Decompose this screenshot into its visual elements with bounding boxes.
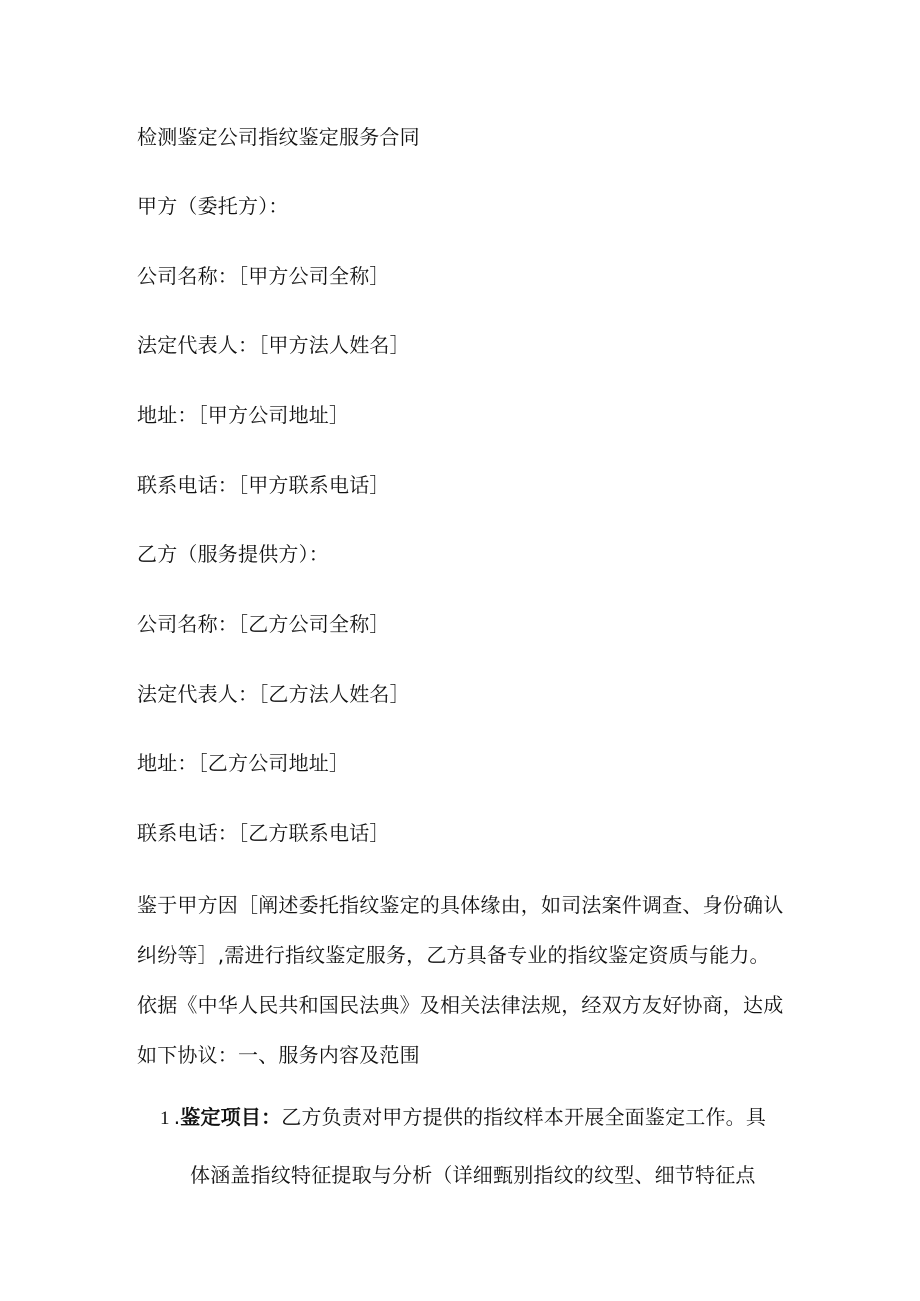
party-a-legal-rep: 法定代表人：［甲方法人姓名］ bbox=[137, 333, 410, 357]
list-item bbox=[160, 1089, 800, 1203]
party-b-company: 公司名称：［乙方公司全称］ bbox=[137, 612, 390, 636]
list-item-text: 乙方负责对甲方提供的指纹样本开展全面鉴定工作。具 bbox=[281, 1105, 767, 1129]
preamble-line: 如下协议：一、服务内容及范围 bbox=[137, 1043, 420, 1067]
party-a-heading: 甲方（委托方）： bbox=[137, 194, 289, 218]
list-item-marker: . bbox=[173, 1105, 181, 1129]
party-b-phone: 联系电话：［乙方联系电话］ bbox=[137, 821, 390, 845]
preamble-paragraph bbox=[137, 880, 787, 1080]
preamble-line: 纠纷等］,需进行指纹鉴定服务，乙方具备专业的指纹鉴定资质与能力。 bbox=[137, 943, 770, 967]
party-a-phone: 联系电话：［甲方联系电话］ bbox=[137, 473, 390, 497]
list-item-continuation: 体涵盖指纹特征提取与分析（详细甄别指纹的纹型、细节特征点 bbox=[190, 1163, 756, 1187]
party-b-heading: 乙方（服务提供方）： bbox=[137, 542, 329, 566]
preamble-line: 依据《中华人民共和国民法典》及相关法律法规，经双方友好协商，达成 bbox=[137, 993, 784, 1017]
preamble-line: 鉴于甲方因［阐述委托指纹鉴定的具体缘由，如司法案件调查、身份确认 bbox=[137, 893, 784, 917]
list-item-first-line bbox=[160, 1089, 800, 1147]
party-a-address: 地址：［甲方公司地址］ bbox=[137, 403, 350, 427]
party-b-address: 地址：［乙方公司地址］ bbox=[137, 751, 350, 775]
list-item-label: 鉴定项目： bbox=[180, 1105, 282, 1129]
list-item-number: 1 bbox=[160, 1108, 170, 1129]
party-b-legal-rep: 法定代表人：［乙方法人姓名］ bbox=[137, 682, 410, 706]
document-title: 检测鉴定公司指纹鉴定服务合同 bbox=[137, 125, 420, 149]
party-a-company: 公司名称：［甲方公司全称］ bbox=[137, 264, 390, 288]
